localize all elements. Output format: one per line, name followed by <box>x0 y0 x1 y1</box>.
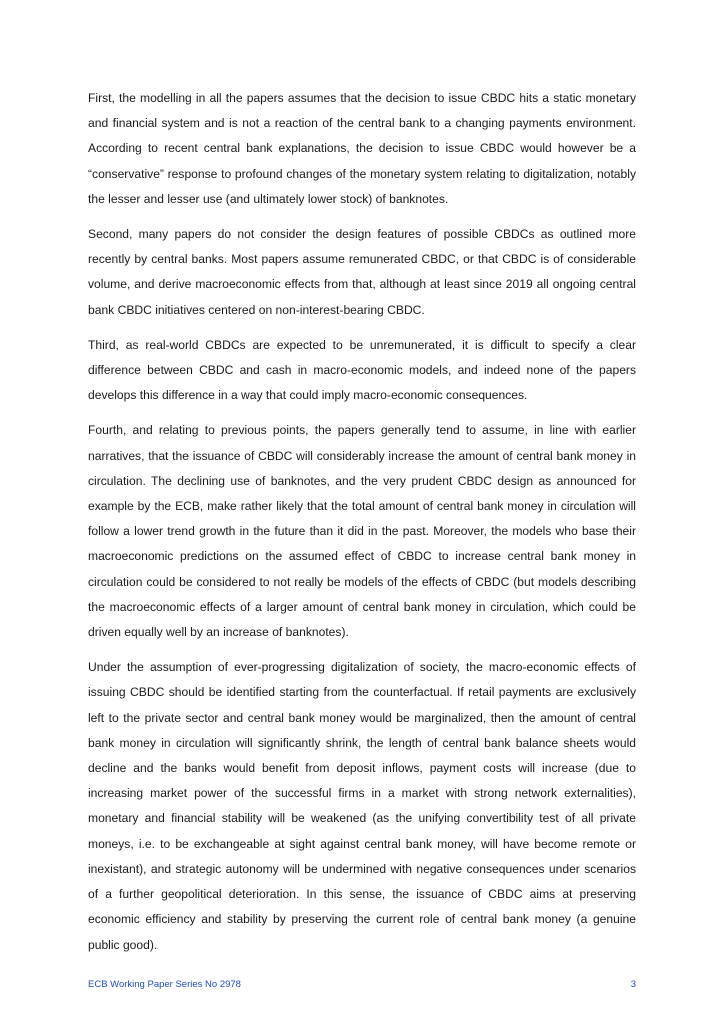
paragraph-third-point: Third, as real-world CBDCs are expected to be unremunerated, it is difficult to specify a clear difference between CBDC and cash in macro-economic models, and indeed none of the papers develops this difference in a way that could imply macro-economic consequences. <box>88 337 636 403</box>
paragraph-second-point: Second, many papers do not consider the design features of possible CBDCs as outlined more recently by central banks. Most papers assume remunerated CBDC, or that CBDC is of considerable volume, and derive macroeconomic effects from that, although at least since 2019 all ongoing central bank CBDC initiatives centered on non-interest-bearing CBDC. <box>88 227 636 317</box>
paragraph-fourth-point: Fourth, and relating to previous points, the papers generally tend to assume, in line with earlier narratives, that the issuance of CBDC will considerably increase the amount of central bank money in circulation. The declining use of banknotes, and the very prudent CBDC design as announced for example by the ECB, make rather likely that the total amount of central bank money in circulation will follow a lower trend growth in the future than it did in the past. Moreover, the models who base their macroeconomic predictions on the assumed effect of CBDC to increase central bank money in circulation could be considered to not really be models of the effects of CBDC (but models describing the macroeconomic effects of a larger amount of central bank money in circulation, which could be driven equally well by an increase of banknotes). <box>88 423 636 640</box>
footer-series-title: ECB Working Paper Series No 2978 <box>88 979 241 990</box>
paragraph-first-point: First, the modelling in all the papers assumes that the decision to issue CBDC hits a static monetary and financial system and is not a reaction of the central bank to a changing payments environment. According to recent central bank explanations, the decision to issue CBDC would however be a “conservative” response to profound changes of the monetary system relating to digitalization, notably the lesser and lesser use (and ultimately lower stock) of banknotes. <box>88 91 636 206</box>
main-body-text <box>88 86 636 968</box>
paragraph-counterfactual: Under the assumption of ever-progressing digitalization of society, the macro-economic effects of issuing CBDC should be identified starting from the counterfactual. If retail payments are exclusively left to the private sector and central bank money would be marginalized, then the amount of central bank money in circulation will significantly shrink, the length of central bank balance sheets would decline and the banks would benefit from deposit inflows, payment costs will increase (due to increasing market power of the successful firms in a market with strong network externalities), monetary and financial stability will be weakened (as the unifying convertibility test of all private moneys, i.e. to be exchangeable at sight against central bank money, will have become remote or inexistant), and strategic autonomy will be undermined with negative consequences under scenarios of a further geopolitical deterioration. In this sense, the issuance of CBDC aims at preserving economic efficiency and stability by preserving the current role of central bank money (a genuine public good). <box>88 660 636 952</box>
footer-page-number: 3 <box>630 979 636 990</box>
